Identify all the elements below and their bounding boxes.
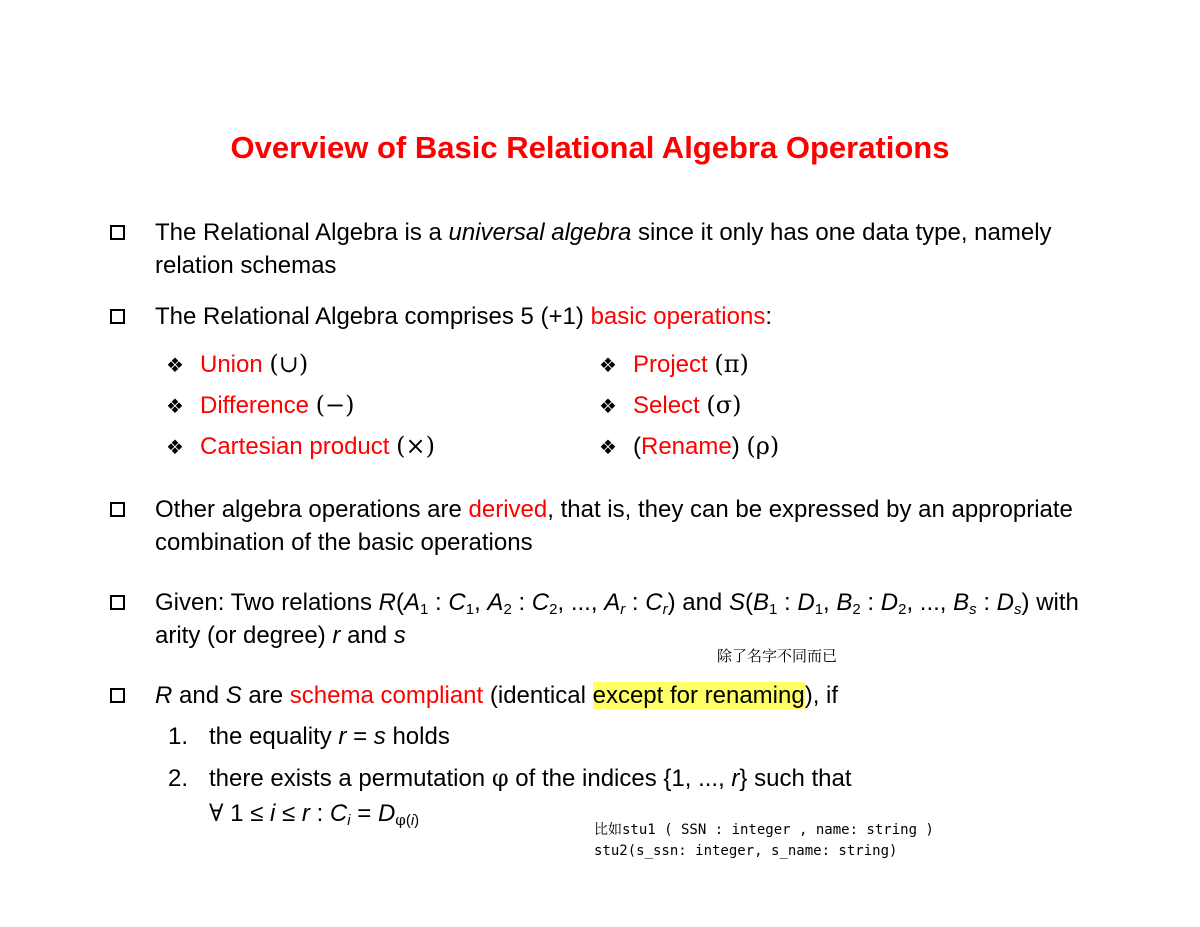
slide-title: Overview of Basic Relational Algebra Operations (230, 130, 950, 165)
example-note-line-2: stu2(s_ssn: integer, s_name: string) (594, 843, 898, 859)
bullet-basic-operations (110, 300, 1110, 333)
bullet-text: The Relational Algebra comprises 5 (+1) basic operations: (155, 303, 773, 330)
condition-2-formula: ∀ 1 ≤ i ≤ r : $C_i = D_{\varphi(i)}$ (209, 799, 420, 829)
example-note-line-1: 比如stu1 ( SSN : integer , name: string ) (594, 822, 934, 838)
diamond-bullet-icon: ❖ (166, 396, 184, 418)
highlighted-text: except for renaming (592, 682, 805, 709)
diamond-bullet-icon: ❖ (599, 437, 617, 459)
bullet-text: R and S are schema compliant (identical except for renaming), if (155, 682, 839, 709)
bullet-given-relations (110, 586, 1110, 652)
diamond-bullet-icon: ❖ (166, 355, 184, 377)
op-select: ❖ Select (σ) (599, 390, 741, 422)
op-cartesian-product: ❖ Cartesian product (×) (166, 431, 435, 463)
diamond-bullet-icon: ❖ (599, 355, 617, 377)
bullet-text: Other algebra operations are derived, that is, they can be expressed by an appropriate combination of the basic operations (155, 496, 1073, 556)
condition-1: 1. the equality r = s holds (168, 723, 450, 750)
bullet-text: Given: Two relations $R(A_1$ : $C_1$, $A_2$ : $C_2$, ..., $A_r$ : $C_r$) and $S(B_1$ : $D_1$, $B_2$ : $D_2$, ..., $B_s$ : $D_s$) with arity (or degree) r and s (155, 589, 1079, 649)
condition-2: 2. there exists a permutation φ of the indices {1, ..., r} such that (168, 764, 852, 792)
checkbox-bullet-icon (110, 225, 125, 240)
op-difference: ❖ Difference (−) (166, 390, 354, 422)
checkbox-bullet-icon (110, 309, 125, 324)
annotation-note: 除了名字不同而已 (717, 647, 838, 665)
example-note (594, 820, 934, 862)
bullet-derived-operations (110, 493, 1110, 559)
diamond-bullet-icon: ❖ (599, 396, 617, 418)
bullet-universal-algebra (110, 216, 1110, 282)
checkbox-bullet-icon (110, 595, 125, 610)
bullet-text: The Relational Algebra is a universal algebra since it only has one data type, namely relation schemas (155, 219, 1052, 279)
checkbox-bullet-icon (110, 502, 125, 517)
op-union: ❖ Union (∪) (166, 349, 308, 381)
op-rename: ❖ (Rename) (ρ) (599, 431, 779, 463)
op-project: ❖ Project (π) (599, 349, 749, 381)
checkbox-bullet-icon (110, 688, 125, 703)
diamond-bullet-icon: ❖ (166, 437, 184, 459)
bullet-schema-compliant (110, 679, 1110, 712)
